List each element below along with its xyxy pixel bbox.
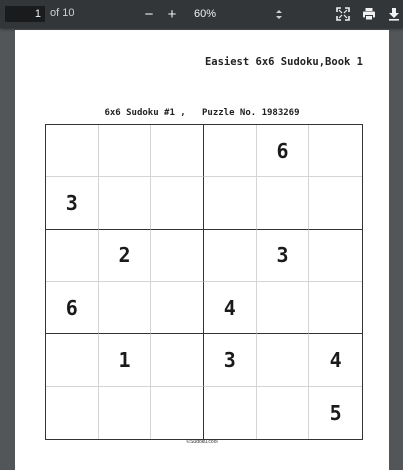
sudoku-cell (46, 387, 99, 439)
sudoku-cell (99, 177, 152, 229)
sudoku-cell (151, 125, 204, 177)
sudoku-cell (46, 334, 99, 386)
select-arrows-icon (276, 8, 282, 26)
sudoku-cell (99, 125, 152, 177)
sudoku-cell (151, 334, 204, 386)
sudoku-cell (204, 387, 257, 439)
sudoku-cell: 5 (329, 400, 342, 425)
sudoku-cell (151, 230, 204, 282)
zoom-select[interactable] (186, 5, 290, 23)
zoom-value: 60% (194, 8, 217, 20)
download-icon (388, 7, 400, 21)
puzzle-title: 6x6 Sudoku #1 , Puzzle No. 1983269 (104, 108, 300, 118)
sudoku-cell (204, 230, 257, 282)
page-total-label: of 10 (50, 7, 75, 19)
sudoku-cell: 4 (309, 334, 362, 386)
sudoku-cell (151, 387, 204, 439)
sudoku-cell: 2 (99, 230, 152, 282)
plus-icon: + (167, 5, 177, 23)
sudoku-grid (45, 124, 363, 440)
page-number-input[interactable]: 1 (5, 6, 45, 22)
fit-to-page-icon (336, 7, 350, 21)
sudoku-cell (309, 125, 362, 177)
sudoku-cell (46, 125, 99, 177)
book-title: Easiest 6x6 Sudoku,Book 1 (204, 56, 363, 68)
sudoku-cell (204, 177, 257, 229)
zoom-out-button[interactable] (140, 5, 158, 23)
fit-page-button[interactable] (334, 5, 352, 23)
sudoku-cell (309, 177, 362, 229)
sudoku-cell (204, 125, 257, 177)
sudoku-cell (99, 282, 152, 334)
sudoku-cell (151, 282, 204, 334)
sudoku-cell (99, 387, 152, 439)
sudoku-cell (309, 282, 362, 334)
pdf-page (15, 30, 389, 470)
sudoku-cell: 3 (204, 334, 257, 386)
sudoku-cell (151, 177, 204, 229)
sudoku-cell (46, 230, 99, 282)
sudoku-cell: 6 (257, 125, 310, 177)
sudoku-cell (257, 177, 310, 229)
pdf-toolbar (0, 0, 403, 28)
printer-icon (362, 7, 376, 21)
minus-icon: − (144, 5, 154, 23)
download-button[interactable] (385, 5, 403, 23)
zoom-in-button[interactable] (163, 5, 181, 23)
print-button[interactable] (360, 5, 378, 23)
sudoku-cell (257, 387, 310, 439)
sudoku-cell: 6 (46, 282, 99, 334)
sudoku-cell: 1 (99, 334, 152, 386)
copyright-footer: ©Sudoku.cool (186, 439, 218, 445)
sudoku-cell (257, 282, 310, 334)
sudoku-cell: 3 (257, 230, 310, 282)
sudoku-cell (309, 230, 362, 282)
sudoku-cell: 3 (46, 177, 99, 229)
sudoku-cell: 4 (204, 282, 257, 334)
sudoku-cell (257, 334, 310, 386)
